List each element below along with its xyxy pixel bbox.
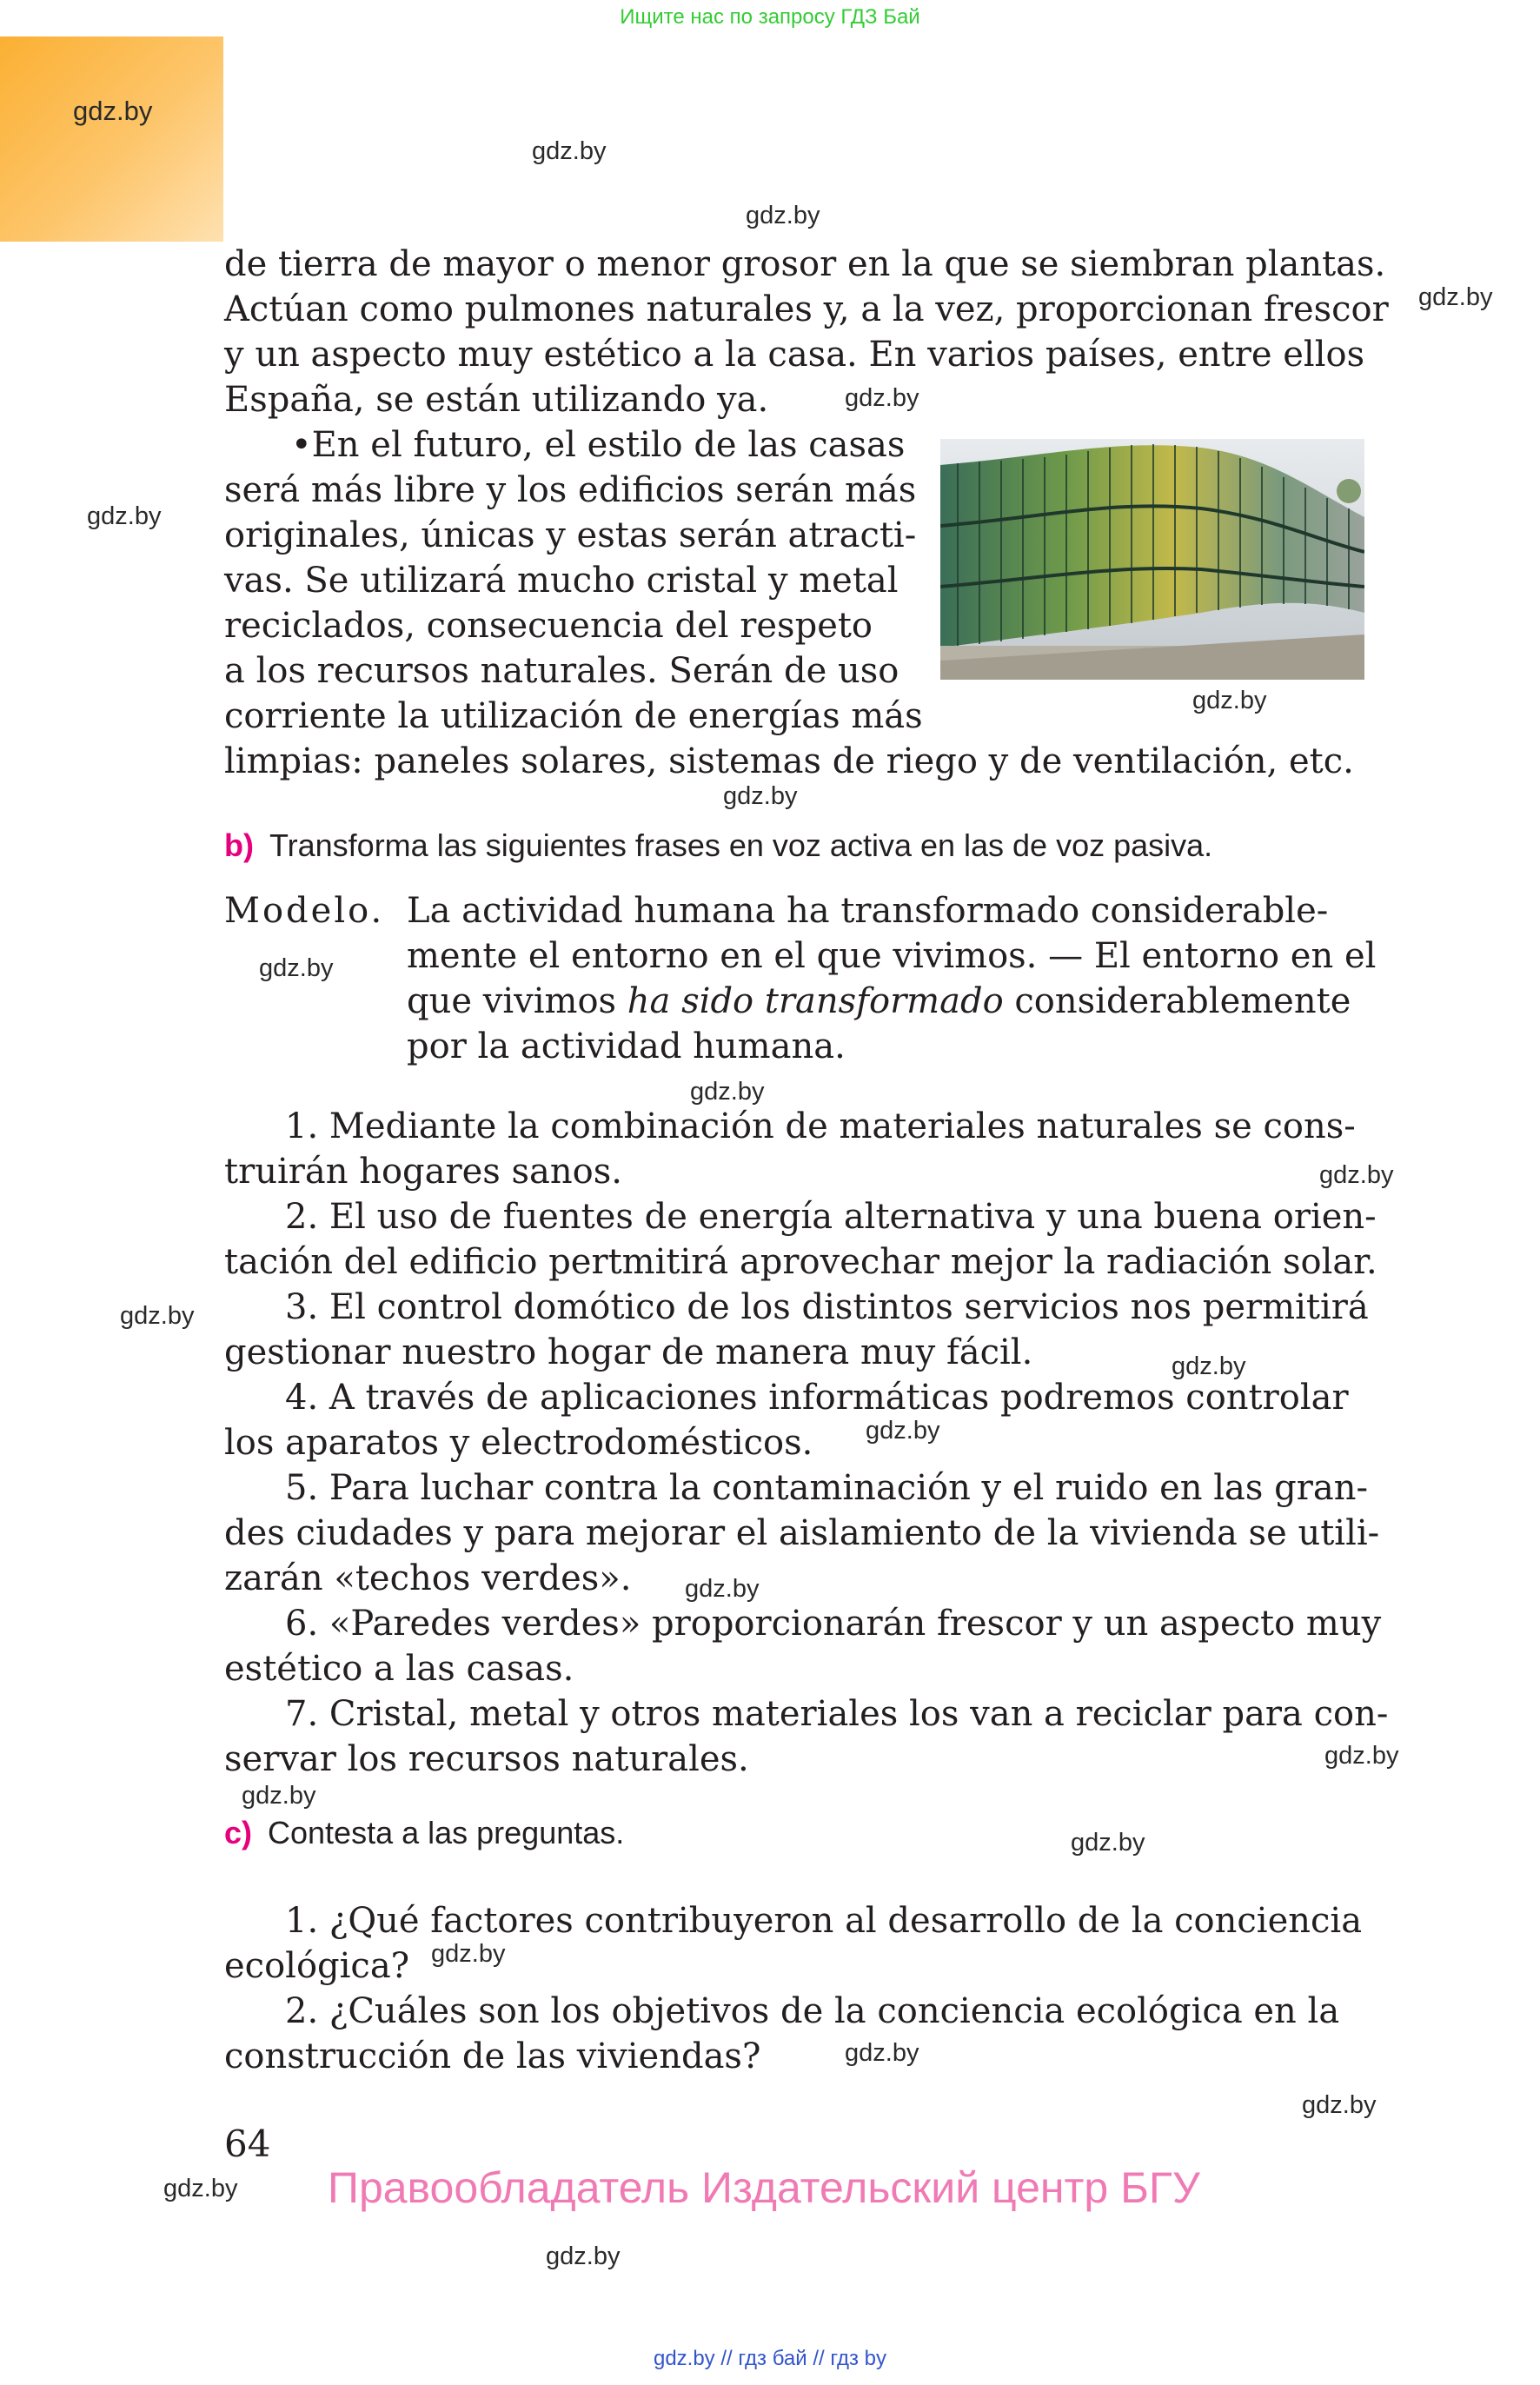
section-b-instruction: Transforma las siguientes frases en voz activa en las de voz pasiva.: [269, 827, 1213, 863]
question-item: 2. ¿Cuáles son los objetivos de la conciencia ecológica en la: [285, 1991, 1340, 2031]
exercise-item: zarán «techos verdes».: [224, 1558, 632, 1598]
exercise-item: tación del edificio pertmitirá aprovechar mejor la radiación solar.: [224, 1242, 1377, 1282]
exercise-item: 3. El control domótico de los distintos servicios nos permitirá: [285, 1287, 1369, 1327]
question-item: construcción de las viviendas?: [224, 2036, 761, 2076]
exercise-item: truirán hogares sanos.: [224, 1152, 622, 1192]
watermark: gdz.by: [1071, 1829, 1145, 1857]
intro-line: Actúan como pulmones naturales y, a la vez, proporcionan frescor: [224, 289, 1389, 329]
watermark: gdz.by: [163, 2175, 238, 2202]
model-line: mente el entorno en el que vivimos. — El entorno en el: [407, 936, 1377, 976]
exercise-item: servar los recursos naturales.: [224, 1739, 749, 1779]
model-text: que vivimos: [407, 981, 627, 1021]
exercise-item: gestionar nuestro hogar de manera muy fácil.: [224, 1332, 1033, 1372]
exercise-item: estético a las casas.: [224, 1649, 574, 1689]
glass-building-illustration: [940, 439, 1364, 680]
exercise-item: des ciudades y para mejorar el aislamiento de la vivienda se utili-: [224, 1513, 1380, 1553]
watermark: gdz.by: [431, 1940, 506, 1968]
model-line: [407, 979, 1351, 1024]
future-line: originales, únicas y estas serán atracti-: [224, 515, 917, 555]
watermark: gdz.by: [1418, 283, 1493, 311]
watermark: gdz.by: [1192, 687, 1267, 714]
exercise-item: 7. Cristal, metal y otros materiales los van a reciclar para con-: [285, 1694, 1389, 1734]
watermark: gdz.by: [1302, 2091, 1377, 2119]
search-hint: Ищите нас по запросу ГДЗ Бай: [620, 5, 920, 29]
future-line: a los recursos naturales. Serán de uso: [224, 651, 899, 691]
corner-tab: [0, 37, 223, 242]
exercise-item: 1. Mediante la combinación de materiales naturales se cons-: [285, 1106, 1356, 1146]
model-label: Modelo.: [224, 891, 385, 931]
watermark: gdz.by: [532, 137, 607, 165]
exercise-item: 2. El uso de fuentes de energía alternativa y una buena orien-: [285, 1197, 1377, 1237]
section-b-marker: b): [224, 827, 254, 863]
future-line: será más libre y los edificios serán más: [224, 470, 917, 510]
future-line: reciclados, consecuencia del respeto: [224, 606, 873, 646]
intro-line: y un aspecto muy estético a la casa. En varios países, entre ellos: [224, 335, 1365, 375]
footer-links: gdz.by // гдз бай // гдз by: [653, 2347, 887, 2370]
model-italic-text: ha sido transformado: [627, 981, 1004, 1021]
question-item: ecológica?: [224, 1946, 410, 1986]
future-line: limpias: paneles solares, sistemas de riego y de ventilación, etc.: [224, 741, 1354, 781]
exercise-item: 5. Para luchar contra la contaminación y el ruido en las gran-: [285, 1468, 1368, 1508]
watermark: gdz.by: [242, 1782, 316, 1810]
building-photo: [940, 439, 1364, 680]
watermark: gdz.by: [1319, 1161, 1394, 1189]
watermark: gdz.by: [685, 1575, 760, 1603]
watermark: gdz.by: [87, 502, 162, 530]
section-b-heading: [224, 827, 1212, 864]
watermark: gdz.by: [120, 1302, 195, 1330]
future-line: corriente la utilización de energías más: [224, 696, 923, 736]
watermark: gdz.by: [723, 782, 798, 810]
watermark: gdz.by: [845, 384, 919, 412]
corner-label: gdz.by: [73, 96, 153, 126]
page-number: 64: [224, 2123, 271, 2165]
model-line: por la actividad humana.: [407, 1026, 846, 1066]
watermark: gdz.by: [1172, 1352, 1246, 1380]
model-line: La actividad humana ha transformado considerable-: [407, 891, 1329, 931]
future-line: •En el futuro, el estilo de las casas: [291, 425, 906, 465]
watermark: gdz.by: [259, 954, 334, 982]
section-c-heading: [224, 1815, 624, 1851]
section-c-marker: c): [224, 1815, 253, 1850]
intro-line: de tierra de mayor o menor grosor en la que se siembran plantas.: [224, 244, 1386, 284]
watermark: gdz.by: [845, 2039, 919, 2067]
exercise-item: 4. A través de aplicaciones informáticas podremos controlar: [285, 1378, 1349, 1418]
watermark: gdz.by: [746, 202, 820, 229]
watermark: gdz.by: [866, 1417, 940, 1445]
copyright-notice: Правообладатель Издательский центр БГУ: [328, 2163, 1200, 2212]
future-line: vas. Se utilizará mucho cristal y metal: [224, 561, 899, 601]
question-item: 1. ¿Qué factores contribuyeron al desarrollo de la conciencia: [285, 1901, 1363, 1941]
section-c-instruction: Contesta a las preguntas.: [268, 1815, 625, 1850]
watermark: gdz.by: [1324, 1742, 1399, 1770]
watermark: gdz.by: [690, 1078, 765, 1106]
exercise-item: 6. «Paredes verdes» proporcionarán frescor y un aspecto muy: [285, 1604, 1382, 1644]
model-text: considerablemente: [1003, 981, 1351, 1021]
intro-line: España, se están utilizando ya.: [224, 380, 769, 420]
watermark: gdz.by: [546, 2242, 621, 2270]
exercise-item: los aparatos y electrodomésticos.: [224, 1423, 813, 1463]
